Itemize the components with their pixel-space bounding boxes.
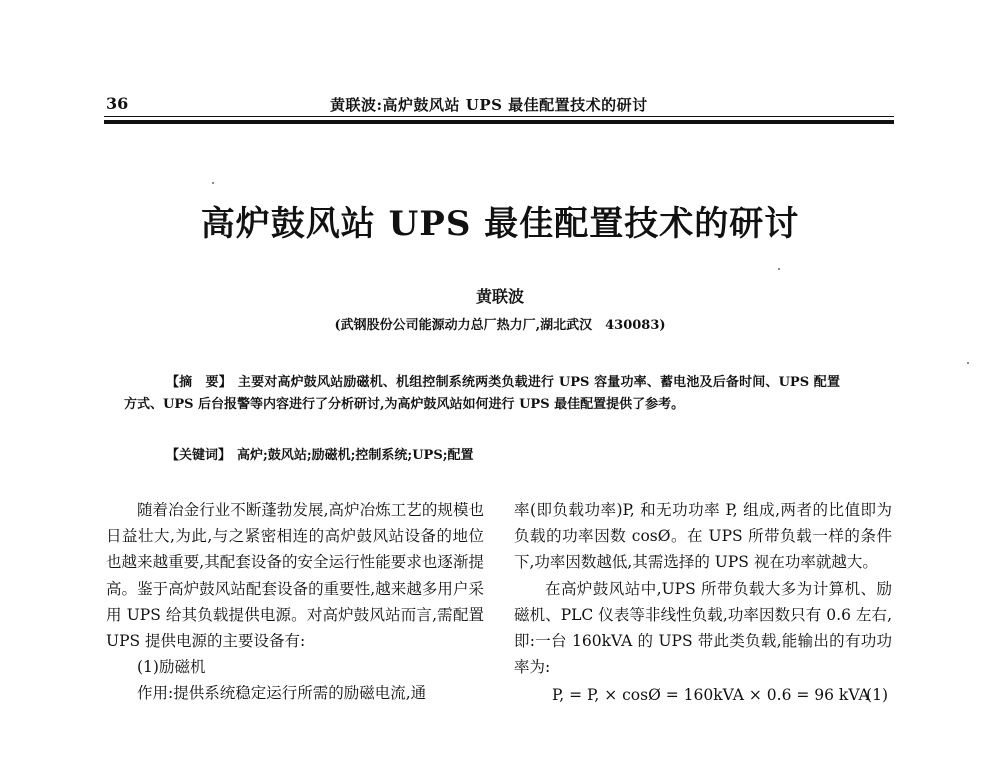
author-affiliation: (武钢股份公司能源动力总厂热力厂,湖北武汉 430083) [334, 318, 666, 333]
speck [967, 362, 969, 364]
abstract-text: 主要对高炉鼓风站励磁机、机组控制系统两类负载进行 UPS 容量功率、蓄电池及后备时间、UPS 配置方式、UPS 后台报警等内容进行了分析研讨,为高炉鼓风站如何进行 UPS 最佳配置提供了参考。 [124, 375, 840, 412]
paragraph: 随着冶金行业不断蓬勃发展,高炉冶炼工艺的规模也日益壮大,为此,与之紧密相连的高炉鼓风站设备的地位也越来越重要,其配套设备的安全运行性能要求也逐渐提高。鉴于高炉鼓风站配套设备的重要性,越来越多用户采用 UPS 给其负载提供电源。对高炉鼓风站而言,需配置 UPS 提供电源的主要设备有: [106, 501, 484, 651]
body-column-left [106, 497, 484, 707]
header-rule-thick [104, 120, 894, 124]
speck [212, 182, 214, 184]
keywords-label: 【关键词】 [166, 448, 232, 463]
abstract [124, 372, 840, 416]
running-header: 黄联波:高炉鼓风站 UPS 最佳配置技术的研讨 [330, 96, 648, 114]
section-heading: (1)励磁机 [137, 658, 206, 677]
paragraph: 作用:提供系统稳定运行所需的励磁电流,通 [137, 684, 427, 703]
article-title: 高炉鼓风站 UPS 最佳配置技术的研讨 [200, 204, 800, 244]
page-number: 36 [106, 94, 129, 113]
paragraph: 在高炉鼓风站中,UPS 所带负载大多为计算机、励磁机、PLC 仪表等非线性负载,功率因数只有 0.6 左右,即:一台 160kVA 的 UPS 带此类负载,能输出的有功功率为: [514, 579, 892, 677]
paragraph: 率(即负载功率)P, 和无功功率 P, 组成,两者的比值即为负载的功率因数 cosØ。在 UPS 所带负载一样的条件下,功率因数越低,其需选择的 UPS 视在功率就越大。 [514, 501, 892, 572]
header-rule-thin [104, 116, 894, 117]
equation-text: P, = P, × cosØ = 160kVA × 0.6 = 96 kVA [552, 686, 870, 705]
equation-number: (1) [866, 686, 888, 705]
equation [514, 682, 892, 708]
speck [778, 268, 780, 270]
author-name: 黄联波 [475, 287, 524, 306]
keywords-text: 高炉;鼓风站;励磁机;控制系统;UPS;配置 [237, 448, 474, 463]
keywords [166, 445, 846, 467]
body-column-right [514, 497, 892, 709]
abstract-label: 【摘 要】 [166, 375, 232, 390]
